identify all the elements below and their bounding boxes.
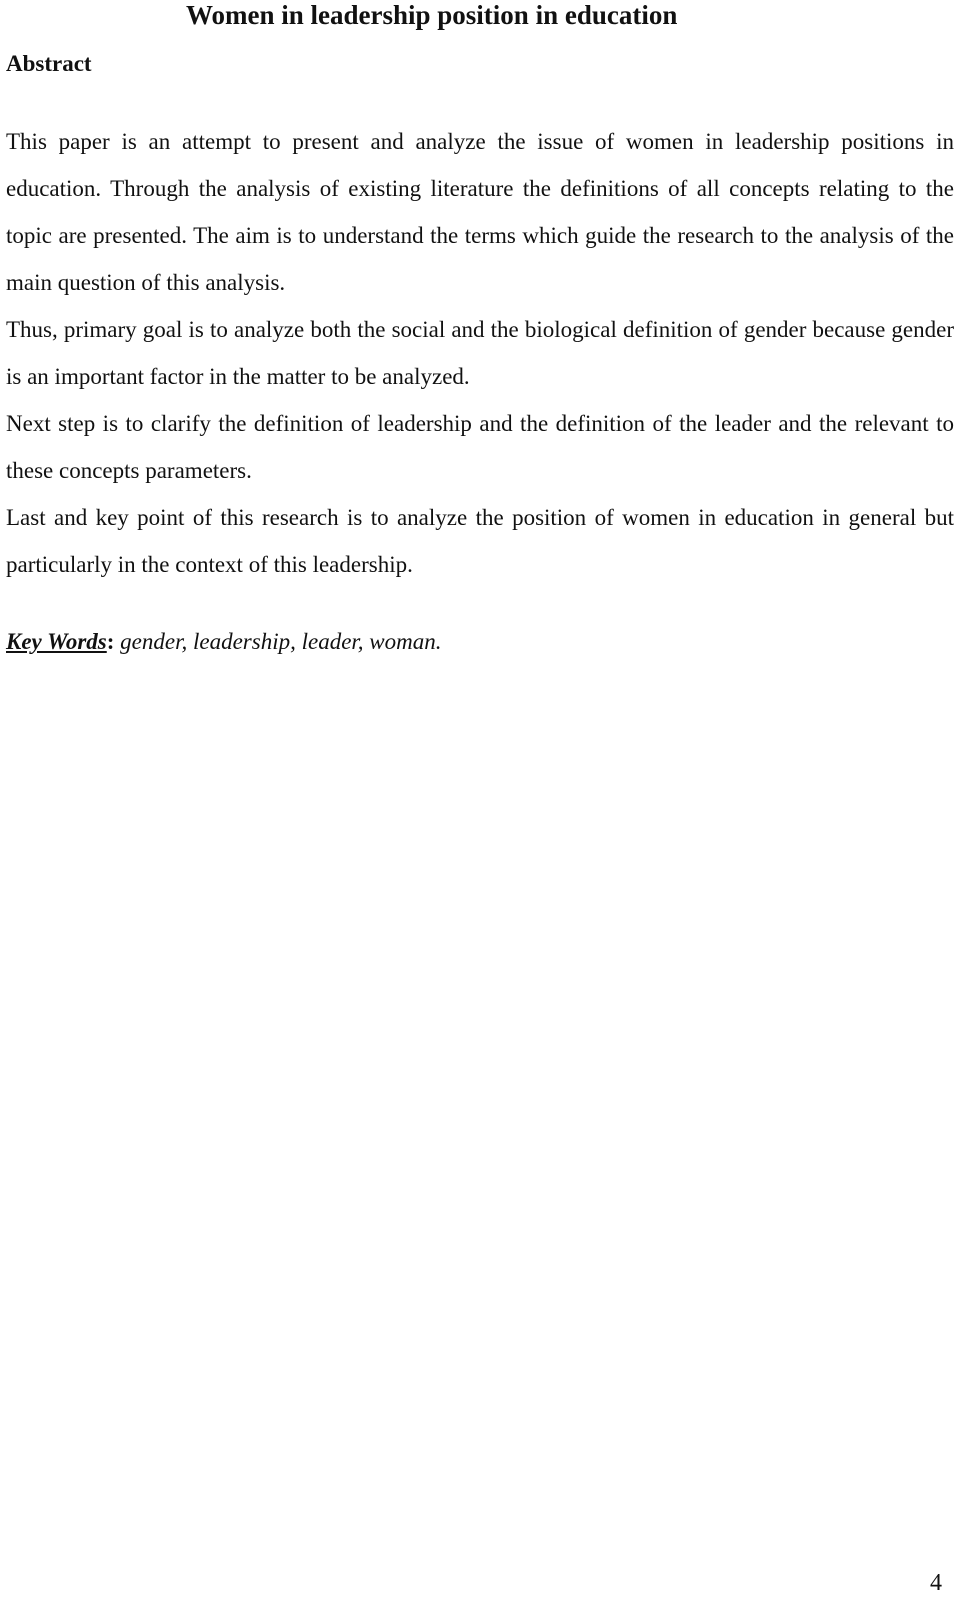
paper-title: Women in leadership position in education bbox=[186, 0, 678, 30]
abstract-paragraph-4: Last and key point of this research is to analyze the position of women in education in general but particularly in the context of this leadership. bbox=[6, 505, 954, 577]
page-number: 4 bbox=[930, 1570, 942, 1596]
keywords-colon: : bbox=[106, 629, 115, 654]
abstract-heading: Abstract bbox=[6, 51, 92, 76]
keywords-line bbox=[6, 626, 442, 658]
abstract-paragraph-1: This paper is an attempt to present and analyze the issue of women in leadership positions in education. Through the analysis of existing literature the definitions of all concepts relating to the topic are presented. The aim is to understand the terms which guide the research to the analysis of the main question of this analysis. bbox=[6, 129, 954, 295]
abstract-paragraph-3: Next step is to clarify the definition of leadership and the definition of the leader and the relevant to these concepts parameters. bbox=[6, 411, 954, 483]
keywords-list: gender, leadership, leader, woman. bbox=[114, 629, 442, 654]
abstract-paragraph-2: Thus, primary goal is to analyze both the social and the biological definition of gender because gender is an important factor in the matter to be analyzed. bbox=[6, 317, 954, 389]
abstract-body bbox=[6, 118, 954, 588]
keywords-label: Key Words bbox=[6, 629, 107, 654]
